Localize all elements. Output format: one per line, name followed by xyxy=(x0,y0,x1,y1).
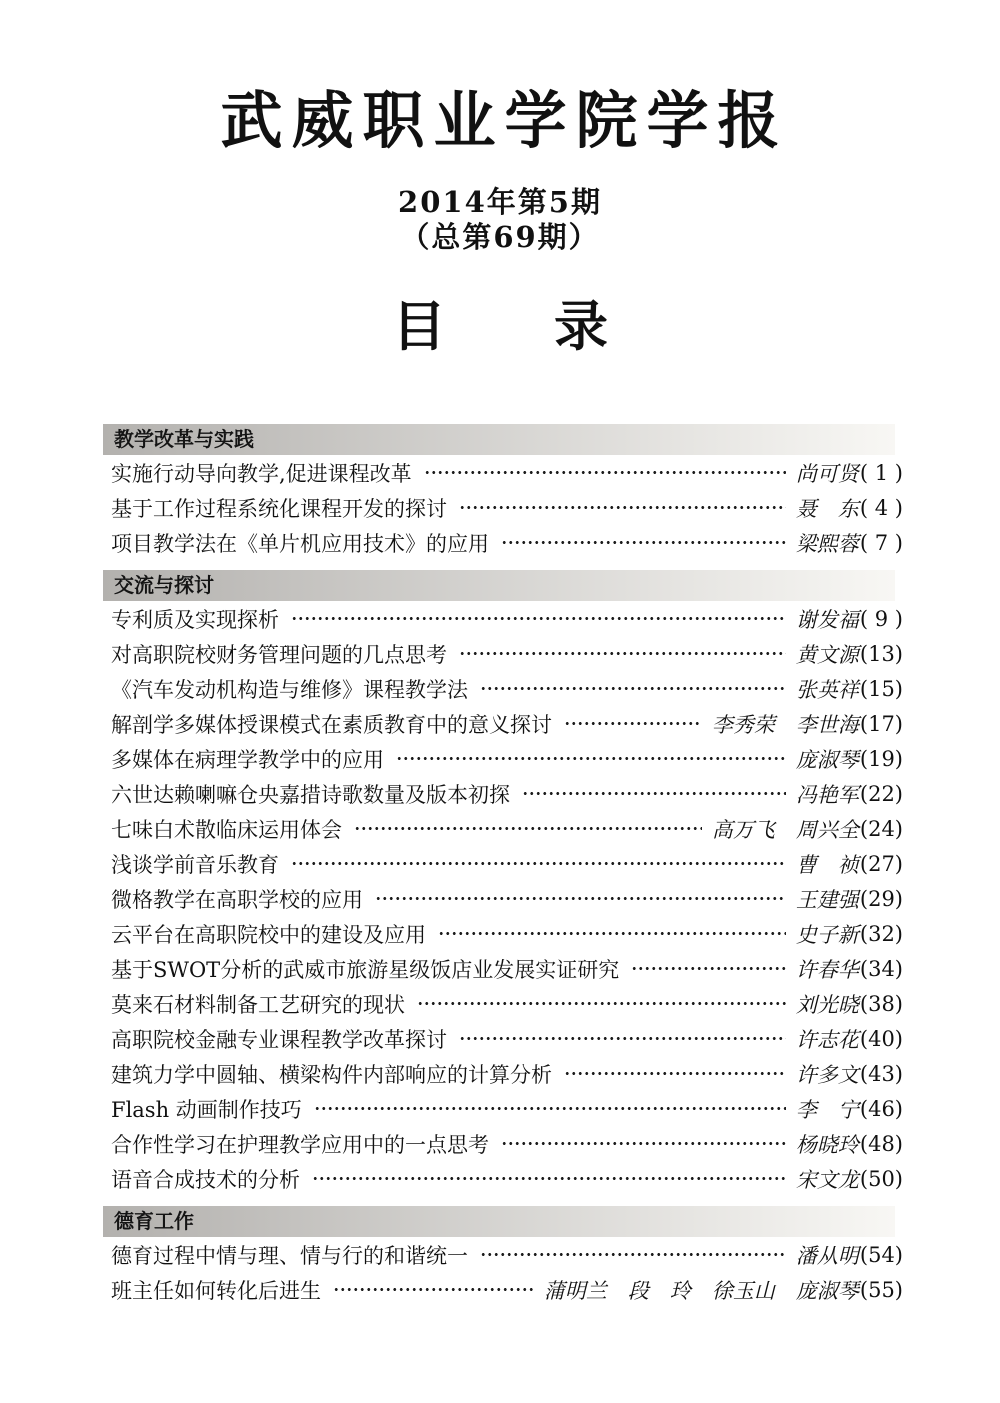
toc-entry xyxy=(103,1056,903,1091)
dot-leader xyxy=(480,671,786,706)
journal-title: 武威职业学院学报 xyxy=(220,84,789,157)
toc-title: 目 录 xyxy=(392,294,608,358)
section-header-bar xyxy=(103,1206,895,1237)
entry-page-number: (55) xyxy=(859,1277,903,1302)
entry-authors: 潘从明 xyxy=(795,1243,859,1268)
entry-page-number: (50) xyxy=(859,1166,903,1191)
entry-page-number: (24) xyxy=(859,816,903,841)
entry-page-number: (32) xyxy=(859,921,903,946)
masthead xyxy=(0,0,1000,358)
toc-entry xyxy=(103,601,903,636)
entry-authors: 宋文龙 xyxy=(795,1167,859,1192)
entry-title: 基于工作过程系统化课程开发的探讨 xyxy=(111,496,447,521)
section-header-bar xyxy=(103,424,895,455)
toc-entry xyxy=(103,1237,903,1272)
toc-entry xyxy=(103,1272,903,1307)
entry-authors: 蒲明兰 段 玲 徐玉山 庞淑琴 xyxy=(543,1278,859,1303)
entry-authors: 许春华 xyxy=(795,957,859,982)
dot-leader xyxy=(417,986,786,1021)
entry-page-number: (48) xyxy=(859,1131,903,1156)
dot-leader xyxy=(501,1126,786,1161)
toc-entry xyxy=(103,916,903,951)
entry-title: 微格教学在高职学校的应用 xyxy=(111,887,363,912)
section-header-label: 教学改革与实践 xyxy=(114,427,254,451)
entry-title: 解剖学多媒体授课模式在素质教育中的意义探讨 xyxy=(111,712,552,737)
entry-page-number: (34) xyxy=(859,956,903,981)
entry-title: 浅谈学前音乐教育 xyxy=(111,852,279,877)
toc-entry xyxy=(103,490,903,525)
toc-entry xyxy=(103,706,903,741)
dot-leader xyxy=(631,951,786,986)
entry-authors: 高万飞 周兴全 xyxy=(711,817,859,842)
toc-entry xyxy=(103,636,903,671)
entry-title: 项目教学法在《单片机应用技术》的应用 xyxy=(111,531,489,556)
toc-entry xyxy=(103,811,903,846)
entry-page-number: (17) xyxy=(859,711,903,736)
dot-leader xyxy=(459,1021,786,1056)
entry-page-number: ( 1 ) xyxy=(859,460,903,485)
entry-title: 多媒体在病理学教学中的应用 xyxy=(111,747,384,772)
entry-page-number: (38) xyxy=(859,991,903,1016)
toc-entry xyxy=(103,881,903,916)
entry-title: 实施行动导向教学,促进课程改革 xyxy=(111,461,412,486)
entry-authors: 刘光晓 xyxy=(795,992,859,1017)
entry-page-number: (27) xyxy=(859,851,903,876)
entry-title: 《汽车发动机构造与维修》课程教学法 xyxy=(111,677,468,702)
entry-authors: 尚可贤 xyxy=(795,461,859,486)
toc-entry xyxy=(103,741,903,776)
entry-authors: 史子新 xyxy=(795,922,859,947)
table-of-contents xyxy=(103,424,903,1307)
toc-section xyxy=(103,1206,903,1307)
toc-section xyxy=(103,570,903,1196)
entry-title: 班主任如何转化后进生 xyxy=(111,1278,321,1303)
entry-title: 七味白术散临床运用体会 xyxy=(111,817,342,842)
entry-authors: 庞淑琴 xyxy=(795,747,859,772)
toc-entry xyxy=(103,986,903,1021)
dot-leader xyxy=(333,1272,534,1307)
entry-authors: 张英祥 xyxy=(795,677,859,702)
entry-page-number: ( 4 ) xyxy=(859,495,903,520)
section-header-label: 交流与探讨 xyxy=(114,573,214,597)
toc-entry xyxy=(103,951,903,986)
entry-title: 莫来石材料制备工艺研究的现状 xyxy=(111,992,405,1017)
entry-authors: 王建强 xyxy=(795,887,859,912)
toc-entry xyxy=(103,1091,903,1126)
entry-title: 专利质及实现探析 xyxy=(111,607,279,632)
entry-page-number: (15) xyxy=(859,676,903,701)
entry-page-number: (46) xyxy=(859,1096,903,1121)
entry-page-number: (40) xyxy=(859,1026,903,1051)
toc-entry xyxy=(103,671,903,706)
entry-authors: 李秀荣 李世海 xyxy=(711,712,859,737)
entry-page-number: ( 7 ) xyxy=(859,530,903,555)
entry-authors: 杨晓玲 xyxy=(795,1132,859,1157)
entry-authors: 许多文 xyxy=(795,1062,859,1087)
dot-leader xyxy=(424,455,786,490)
entry-title: 合作性学习在护理教学应用中的一点思考 xyxy=(111,1132,489,1157)
dot-leader xyxy=(564,1056,786,1091)
entry-authors: 谢发福 xyxy=(795,607,859,632)
dot-leader xyxy=(438,916,786,951)
entry-page-number: (29) xyxy=(859,886,903,911)
entry-page-number: ( 9 ) xyxy=(859,606,903,631)
entry-title: 六世达赖喇嘛仓央嘉措诗歌数量及版本初探 xyxy=(111,782,510,807)
entry-page-number: (13) xyxy=(859,641,903,666)
entry-authors: 许志花 xyxy=(795,1027,859,1052)
toc-entry xyxy=(103,525,903,560)
entry-authors: 聂 东 xyxy=(795,496,859,521)
dot-leader xyxy=(291,846,786,881)
toc-entry xyxy=(103,1126,903,1161)
toc-entry xyxy=(103,1161,903,1196)
toc-entry xyxy=(103,1021,903,1056)
entry-page-number: (54) xyxy=(859,1242,903,1267)
toc-section xyxy=(103,424,903,560)
dot-leader xyxy=(375,881,786,916)
dot-leader xyxy=(291,601,786,636)
entry-page-number: (43) xyxy=(859,1061,903,1086)
entry-title: 建筑力学中圆轴、横梁构件内部响应的计算分析 xyxy=(111,1062,552,1087)
toc-entry xyxy=(103,455,903,490)
dot-leader xyxy=(396,741,786,776)
section-header-bar xyxy=(103,570,895,601)
dot-leader xyxy=(459,636,786,671)
section-header-label: 德育工作 xyxy=(114,1209,194,1233)
dot-leader xyxy=(564,706,702,741)
entry-authors: 冯艳军 xyxy=(795,782,859,807)
entry-authors: 梁熙蓉 xyxy=(795,531,859,556)
entry-title: 云平台在高职院校中的建设及应用 xyxy=(111,922,426,947)
toc-entry xyxy=(103,846,903,881)
toc-entry xyxy=(103,776,903,811)
entry-page-number: (19) xyxy=(859,746,903,771)
entry-title: Flash 动画制作技巧 xyxy=(111,1097,302,1122)
dot-leader xyxy=(459,490,786,525)
volume-line: （总第69期） xyxy=(400,220,600,254)
dot-leader xyxy=(314,1091,786,1126)
dot-leader xyxy=(480,1237,786,1272)
entry-title: 基于SWOT分析的武威市旅游星级饭店业发展实证研究 xyxy=(111,957,620,982)
entry-page-number: (22) xyxy=(859,781,903,806)
dot-leader xyxy=(312,1161,786,1196)
entry-title: 语音合成技术的分析 xyxy=(111,1167,300,1192)
entry-authors: 黄文源 xyxy=(795,642,859,667)
entry-title: 对高职院校财务管理问题的几点思考 xyxy=(111,642,447,667)
dot-leader xyxy=(354,811,702,846)
dot-leader xyxy=(501,525,786,560)
entry-title: 高职院校金融专业课程教学改革探讨 xyxy=(111,1027,447,1052)
entry-authors: 曹 祯 xyxy=(795,852,859,877)
issue-line: 2014年第5期 xyxy=(398,185,602,219)
dot-leader xyxy=(522,776,786,811)
entry-authors: 李 宁 xyxy=(795,1097,859,1122)
entry-title: 德育过程中情与理、情与行的和谐统一 xyxy=(111,1243,468,1268)
